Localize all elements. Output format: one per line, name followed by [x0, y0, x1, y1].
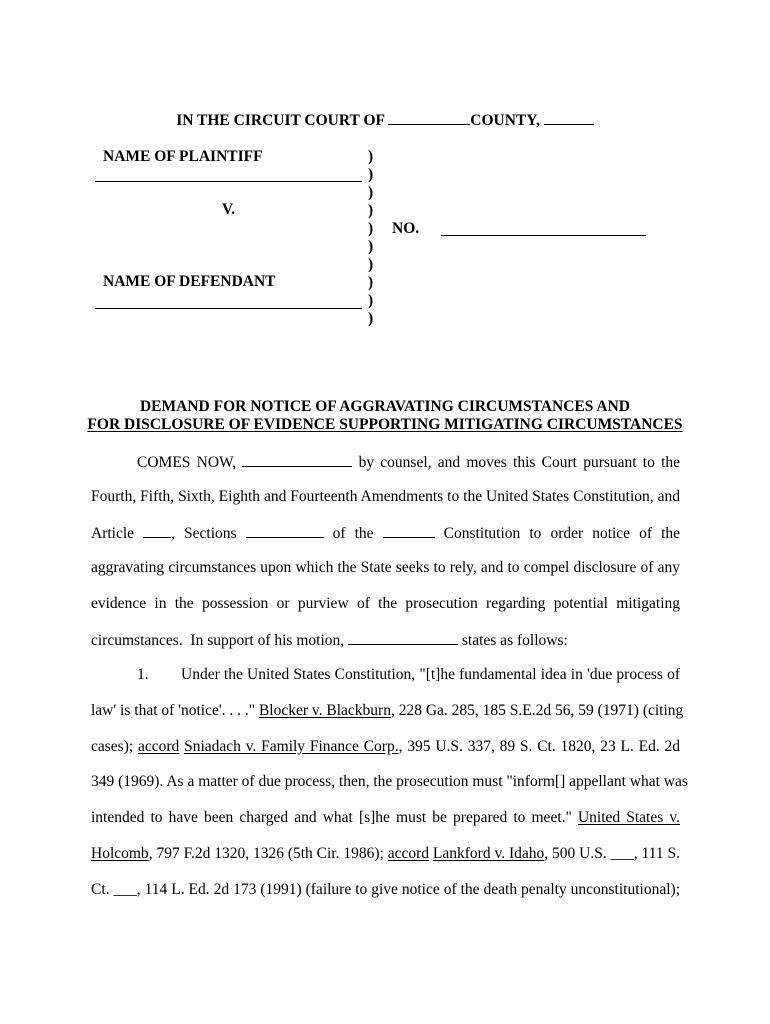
body-line-13: Ct. ___, 114 L. Ed. 2d 173 (1991) (failure to give notice of the death penalty unconstitutional); — [91, 881, 680, 898]
body-text: , 395 U.S. 337, 89 S. Ct. 1820, 23 L. Ed. 2d — [398, 738, 681, 755]
signal-word: accord — [137, 738, 180, 755]
body-text: states as follows: — [461, 632, 568, 649]
state-constitution-blank — [383, 524, 435, 538]
court-header — [0, 111, 770, 130]
state-name-blank — [544, 111, 594, 125]
party-name-blank — [242, 453, 352, 467]
body-line-3 — [91, 524, 680, 543]
defendant-name-line — [95, 308, 362, 309]
body-text: Constitution to order notice of the — [443, 525, 680, 542]
document-title-line-1: DEMAND FOR NOTICE OF AGGRAVATING CIRCUMSTANCES AND — [139, 398, 631, 415]
versus-label: V. — [222, 201, 236, 218]
body-text: , 500 U.S. ___, 111 S. — [544, 845, 681, 862]
body-text: circumstances. In support of his motion, — [91, 632, 345, 649]
body-text: Article — [91, 525, 135, 542]
body-text: by counsel, and moves this Court pursuant to the — [358, 454, 681, 471]
caption-bracket: ) — [368, 184, 374, 201]
case-citation: United States v. — [577, 809, 680, 826]
signal-word: accord — [387, 845, 430, 862]
caption-bracket: ) — [368, 166, 374, 183]
caption-bracket: ) — [368, 202, 374, 219]
case-number-line — [441, 235, 646, 236]
body-line-11 — [91, 809, 680, 827]
county-name-blank — [388, 111, 470, 125]
caption-bracket: ) — [368, 274, 374, 291]
defendant-label: NAME OF DEFENDANT — [103, 273, 276, 290]
caption-bracket: ) — [368, 292, 374, 309]
party-name-blank — [348, 631, 458, 645]
case-citation: Lankford v. Idaho — [432, 845, 545, 862]
article-number-blank — [143, 524, 171, 538]
body-text: , Sections — [171, 525, 237, 542]
body-line-6 — [91, 631, 680, 650]
case-citation: Holcomb — [91, 845, 149, 862]
body-text: intended to have been charged and what [s]he must be prepared to meet." — [91, 809, 572, 826]
caption-bracket: ) — [368, 220, 374, 237]
body-line-1 — [91, 453, 680, 472]
body-line-4: aggravating circumstances upon which the State seeks to rely, and to compel disclosure of any — [91, 559, 680, 576]
document-title-line-2: FOR DISCLOSURE OF EVIDENCE SUPPORTING MITIGATING CIRCUMSTANCES — [87, 416, 683, 433]
body-text: , 228 Ga. 285, 185 S.E.2d 56, 59 (1971) (citing — [390, 702, 684, 719]
caption-bracket: ) — [368, 256, 374, 273]
plaintiff-name-line — [95, 181, 362, 182]
body-line-2: Fourth, Fifth, Sixth, Eighth and Fourteenth Amendments to the United States Constitution, and — [91, 488, 680, 505]
caption-bracket: ) — [368, 238, 374, 255]
plaintiff-label: NAME OF PLAINTIFF — [103, 148, 263, 165]
body-text: COMES NOW, — [137, 454, 237, 471]
body-line-10: 349 (1969). As a matter of due process, then, the prosecution must "inform[] appellant what was — [91, 773, 688, 790]
case-citation: Blocker v. Blackburn — [258, 702, 391, 719]
court-prefix: IN THE CIRCUIT COURT OF — [176, 112, 385, 129]
case-number-label: NO. — [392, 220, 420, 237]
body-line-12 — [91, 845, 680, 863]
body-text: law' is that of 'notice'. . . ." — [91, 702, 256, 719]
caption-bracket: ) — [368, 310, 374, 327]
paragraph-number: 1. — [137, 666, 149, 683]
body-text: cases); — [91, 738, 134, 755]
caption-bracket: ) — [368, 148, 374, 165]
county-label: COUNTY, — [470, 112, 540, 129]
body-text: , 797 F.2d 1320, 1326 (5th Cir. 1986); — [148, 845, 384, 862]
body-text: of the — [332, 525, 374, 542]
body-line-7: Under the United States Constitution, "[t]he fundamental idea in 'due process of — [181, 666, 680, 683]
body-line-5: evidence in the possession or purview of the prosecution regarding potential mitigating — [91, 595, 680, 612]
sections-blank — [246, 524, 324, 538]
body-line-9 — [91, 738, 680, 756]
body-line-8 — [91, 702, 684, 720]
case-citation: Sniadach v. Family Finance Corp. — [184, 738, 399, 755]
